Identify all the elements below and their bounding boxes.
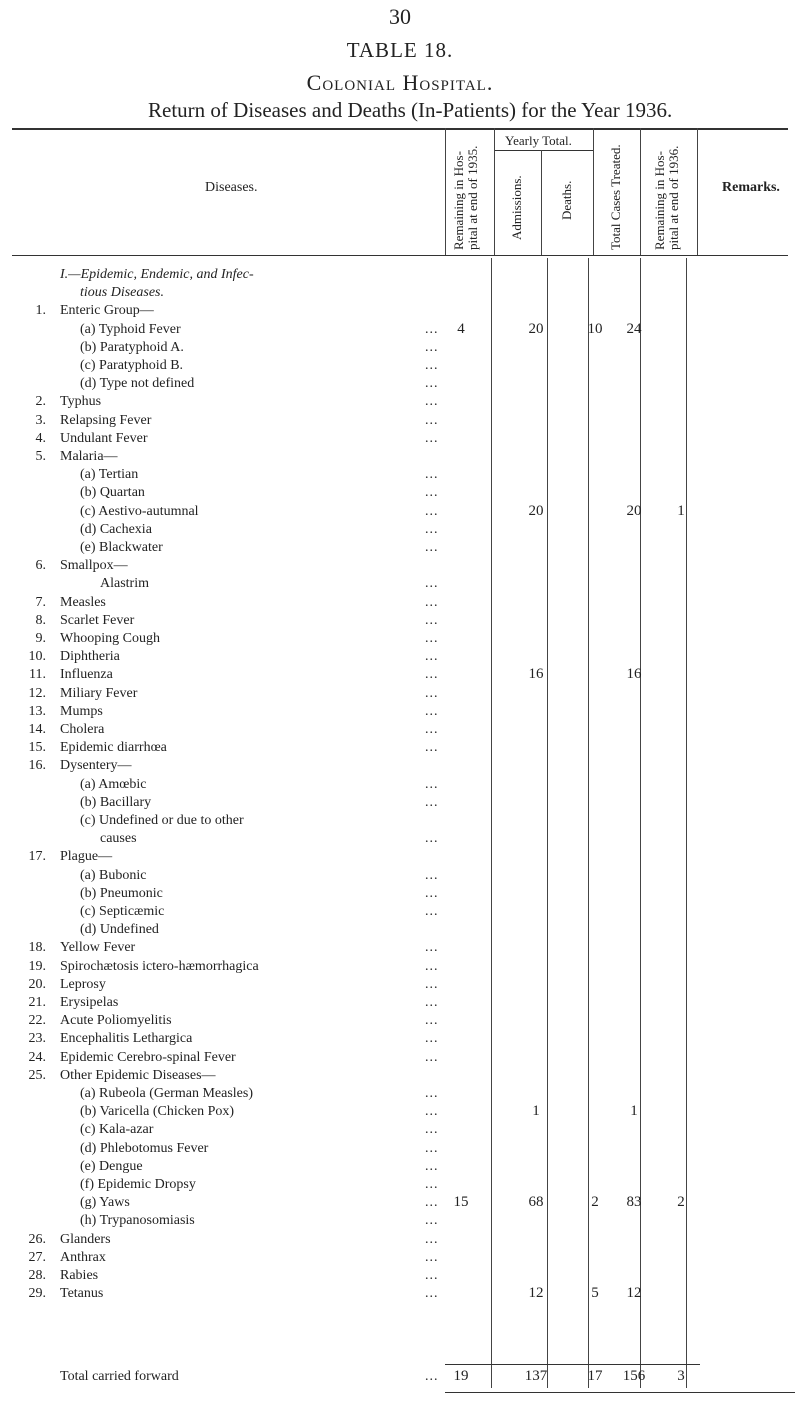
row-number: 10. bbox=[28, 649, 46, 665]
disease-label: (c) Kala-azar bbox=[80, 1122, 154, 1138]
leader-dots: ... bbox=[425, 430, 439, 446]
bottom-rule bbox=[445, 1392, 795, 1393]
leader-dots: ... bbox=[425, 703, 439, 719]
disease-label: Mumps bbox=[60, 703, 103, 719]
total-treated-cell: 1 bbox=[630, 1103, 638, 1120]
admissions-cell: 20 bbox=[528, 320, 544, 337]
leader-dots: ... bbox=[425, 1031, 439, 1047]
table-row bbox=[0, 612, 800, 629]
table-row bbox=[0, 1249, 800, 1266]
table-row bbox=[0, 594, 800, 611]
leader-dots: ... bbox=[425, 521, 439, 537]
leader-dots: ... bbox=[425, 1049, 439, 1065]
table-row bbox=[0, 466, 800, 483]
disease-label: (b) Pneumonic bbox=[80, 885, 163, 901]
leader-dots: ... bbox=[425, 1013, 439, 1029]
leader-dots: ... bbox=[425, 1140, 439, 1156]
disease-label: Cholera bbox=[60, 722, 105, 737]
table-row bbox=[0, 284, 800, 301]
total-treated-cell: 24 bbox=[626, 320, 642, 337]
admissions-cell: 12 bbox=[528, 1285, 544, 1302]
table-row bbox=[0, 867, 800, 884]
leader-dots: ... bbox=[425, 1177, 439, 1192]
row-number: 8. bbox=[35, 612, 46, 628]
row-number: 3. bbox=[35, 412, 46, 428]
row-number: 15. bbox=[28, 740, 46, 756]
total-treated-cell: 20 bbox=[626, 502, 642, 519]
hospital-name: Colonial Hospital. bbox=[306, 70, 494, 95]
remaining-end-cell: 1 bbox=[677, 502, 685, 519]
table-row bbox=[0, 1176, 800, 1193]
leader-dots: ... bbox=[425, 940, 439, 956]
disease-label: Malaria— bbox=[60, 449, 118, 464]
leader-dots: ... bbox=[425, 740, 439, 756]
table-row bbox=[0, 1158, 800, 1175]
disease-label: (a) Typhoid Fever bbox=[80, 321, 181, 337]
leader-dots: ... bbox=[425, 339, 439, 355]
row-number: 12. bbox=[28, 685, 46, 701]
total-treated-cell: 83 bbox=[626, 1194, 642, 1211]
leader-dots: ... bbox=[425, 467, 439, 483]
table-title: TABLE 18. bbox=[346, 38, 454, 62]
table-row bbox=[0, 994, 800, 1011]
admissions-cell: 20 bbox=[528, 502, 544, 519]
disease-label: Acute Poliomyelitis bbox=[60, 1013, 172, 1029]
table-row bbox=[0, 1030, 800, 1047]
disease-label: Other Epidemic Diseases— bbox=[60, 1067, 216, 1083]
row-number: 14. bbox=[28, 722, 46, 737]
row-number: 20. bbox=[28, 976, 46, 992]
deaths-cell: 2 bbox=[591, 1194, 599, 1211]
disease-label: Enteric Group— bbox=[60, 303, 154, 319]
table-row bbox=[0, 302, 800, 319]
row-number: 9. bbox=[35, 631, 46, 646]
disease-label: Tetanus bbox=[60, 1286, 104, 1302]
leader-dots: ... bbox=[425, 831, 439, 847]
row-number: 22. bbox=[28, 1013, 46, 1029]
table-row bbox=[0, 976, 800, 993]
disease-label: Influenza bbox=[60, 667, 113, 683]
table-row bbox=[0, 830, 800, 847]
disease-label: (g) Yaws bbox=[80, 1195, 130, 1211]
row-number: 24. bbox=[28, 1049, 46, 1065]
disease-label: Relapsing Fever bbox=[60, 412, 152, 428]
disease-label: Scarlet Fever bbox=[60, 612, 135, 628]
disease-label: causes bbox=[100, 831, 137, 847]
disease-label: (c) Aestivo-autumnal bbox=[80, 503, 199, 519]
disease-label: Rabies bbox=[60, 1268, 99, 1283]
leader-dots: ... bbox=[425, 776, 439, 792]
total-treated-header: Total Cases Treated. bbox=[608, 144, 623, 250]
row-number: 1. bbox=[35, 303, 46, 319]
table-row bbox=[0, 521, 800, 538]
row-number: 19. bbox=[28, 958, 46, 974]
disease-label: Diphtheria bbox=[60, 649, 120, 665]
table-row bbox=[0, 776, 800, 793]
table-row bbox=[0, 1285, 800, 1302]
total-treated-cell: 16 bbox=[626, 666, 642, 683]
total-label: Total carried forward bbox=[60, 1369, 179, 1384]
row-number: 29. bbox=[28, 1286, 46, 1302]
table-row bbox=[0, 666, 800, 683]
total-remaining-end: 3 bbox=[677, 1368, 685, 1384]
admissions-cell: 1 bbox=[532, 1103, 540, 1120]
disease-label: Encephalitis Lethargica bbox=[60, 1031, 193, 1047]
disease-label: Dysentery— bbox=[60, 758, 132, 774]
table-row bbox=[0, 412, 800, 429]
table-row bbox=[0, 848, 800, 865]
disease-label: Leprosy bbox=[60, 976, 106, 992]
table-row bbox=[0, 721, 800, 738]
leader-dots: ... bbox=[425, 685, 439, 701]
table-row bbox=[0, 1231, 800, 1248]
total-remaining-start: 19 bbox=[453, 1368, 469, 1384]
disease-label: Whooping Cough bbox=[60, 631, 160, 646]
table-row bbox=[0, 539, 800, 556]
leader-dots: ... bbox=[425, 1158, 439, 1174]
disease-label: (b) Bacillary bbox=[80, 794, 152, 810]
total-rule bbox=[445, 1364, 700, 1365]
leader-dots: ... bbox=[425, 976, 439, 992]
disease-label: (b) Quartan bbox=[80, 485, 145, 501]
header-divider bbox=[697, 128, 698, 255]
table-row bbox=[0, 757, 800, 774]
table-row bbox=[0, 885, 800, 902]
table-row bbox=[0, 575, 800, 592]
total-deaths: 17 bbox=[587, 1368, 603, 1384]
table-row bbox=[0, 484, 800, 501]
disease-label: (c) Paratyphoid B. bbox=[80, 358, 184, 373]
row-number: 28. bbox=[28, 1268, 46, 1283]
row-number: 4. bbox=[35, 430, 46, 446]
leader-dots: ... bbox=[425, 594, 439, 610]
table-row bbox=[0, 393, 800, 410]
total-cases-treated: 156 bbox=[622, 1368, 646, 1384]
leader-dots: ... bbox=[425, 958, 439, 974]
leader-dots: ... bbox=[425, 885, 439, 901]
leader-dots: ... bbox=[425, 1268, 439, 1283]
row-number: 26. bbox=[28, 1231, 46, 1247]
disease-label: Epidemic diarrhœa bbox=[60, 740, 167, 756]
leader-dots: ... bbox=[425, 358, 439, 373]
remaining-start-header: Remaining in Hos- pital at end of 1935. bbox=[451, 145, 480, 250]
disease-label: (e) Dengue bbox=[80, 1158, 143, 1174]
disease-label: (d) Phlebotomus Fever bbox=[80, 1140, 209, 1156]
row-number: 21. bbox=[28, 995, 46, 1010]
header-divider bbox=[541, 150, 542, 255]
table-row bbox=[0, 903, 800, 920]
remaining-end-header: Remaining in Hos- pital at end of 1936. bbox=[652, 145, 681, 250]
table-row bbox=[0, 1012, 800, 1029]
disease-label: Alastrim bbox=[100, 576, 149, 592]
remaining-start-cell: 15 bbox=[453, 1194, 469, 1211]
table-row bbox=[0, 921, 800, 938]
table-row bbox=[0, 1267, 800, 1284]
table-row bbox=[0, 1194, 800, 1211]
leader-dots: ... bbox=[425, 1195, 439, 1211]
disease-label: (b) Paratyphoid A. bbox=[80, 339, 184, 355]
header-divider bbox=[445, 128, 446, 255]
disease-label: tious Diseases. bbox=[80, 285, 164, 301]
leader-dots: ... bbox=[425, 794, 439, 810]
table-row bbox=[0, 357, 800, 374]
row-number: 7. bbox=[35, 594, 46, 610]
leader-dots: ... bbox=[425, 1231, 439, 1247]
admissions-cell: 68 bbox=[528, 1194, 544, 1211]
table-row bbox=[0, 321, 800, 338]
leader-dots: ... bbox=[425, 1122, 439, 1138]
table-row bbox=[0, 630, 800, 647]
deaths-cell: 10 bbox=[587, 320, 603, 337]
page-number: 30 bbox=[389, 4, 411, 29]
disease-label: (d) Cachexia bbox=[80, 521, 152, 537]
leader-dots: ... bbox=[425, 722, 439, 737]
disease-label: (b) Varicella (Chicken Pox) bbox=[80, 1104, 235, 1120]
leader-dots: ... bbox=[425, 1249, 439, 1265]
table-row bbox=[0, 812, 800, 829]
remaining-start-cell: 4 bbox=[457, 320, 465, 337]
yearly-total-header: Yearly Total. bbox=[505, 133, 572, 148]
header-top-rule bbox=[12, 128, 788, 130]
table-row bbox=[0, 339, 800, 356]
row-number: 18. bbox=[28, 940, 46, 956]
leader-dots: ... bbox=[425, 1286, 439, 1302]
table-row bbox=[0, 503, 800, 520]
leader-dots: ... bbox=[425, 503, 439, 519]
disease-label: (a) Rubeola (German Measles) bbox=[80, 1086, 253, 1101]
leader-dots: ... bbox=[425, 867, 439, 883]
disease-label: Glanders bbox=[60, 1231, 111, 1247]
total-admissions: 137 bbox=[524, 1368, 548, 1384]
table-row bbox=[0, 375, 800, 392]
leader-dots: ... bbox=[425, 321, 439, 337]
admissions-header: Admissions. bbox=[509, 175, 524, 240]
disease-label: (a) Amœbic bbox=[80, 776, 147, 792]
disease-label: Spirochætosis ictero-hæmorrhagica bbox=[60, 958, 259, 974]
disease-label: Smallpox— bbox=[60, 558, 128, 574]
yearly-total-rule bbox=[495, 150, 593, 151]
remarks-header: Remarks. bbox=[722, 180, 780, 195]
leader-dots: ... bbox=[425, 649, 439, 665]
disease-label: Plague— bbox=[60, 849, 113, 865]
row-number: 11. bbox=[29, 667, 46, 683]
table-row bbox=[0, 794, 800, 811]
leader-dots: ... bbox=[425, 1369, 439, 1384]
row-number: 5. bbox=[35, 449, 46, 464]
row-number: 27. bbox=[28, 1249, 46, 1265]
table-row bbox=[0, 557, 800, 574]
disease-label: (c) Septicæmic bbox=[80, 904, 165, 919]
disease-label: Anthrax bbox=[60, 1249, 106, 1265]
total-treated-cell: 12 bbox=[626, 1285, 642, 1302]
row-number: 6. bbox=[35, 558, 46, 574]
disease-label: (a) Tertian bbox=[80, 467, 139, 483]
leader-dots: ... bbox=[425, 612, 439, 628]
leader-dots: ... bbox=[425, 1086, 439, 1101]
deaths-header: Deaths. bbox=[559, 180, 574, 220]
table-row bbox=[0, 1121, 800, 1138]
table-row bbox=[0, 1049, 800, 1066]
disease-label: Measles bbox=[60, 594, 106, 610]
row-number: 16. bbox=[28, 758, 46, 774]
leader-dots: ... bbox=[425, 667, 439, 683]
leader-dots: ... bbox=[425, 540, 439, 555]
table-row bbox=[0, 430, 800, 447]
row-number: 23. bbox=[28, 1031, 46, 1047]
header-bottom-rule bbox=[12, 255, 788, 256]
table-row bbox=[0, 685, 800, 702]
admissions-cell: 16 bbox=[528, 666, 544, 683]
disease-label: (d) Type not defined bbox=[80, 376, 195, 392]
disease-label: Miliary Fever bbox=[60, 685, 138, 701]
table-row bbox=[0, 1103, 800, 1120]
leader-dots: ... bbox=[425, 412, 439, 428]
table-row bbox=[0, 939, 800, 956]
disease-label: I.—Epidemic, Endemic, and Infec- bbox=[60, 267, 254, 282]
table-subtitle: Return of Diseases and Deaths (In-Patients) for the Year 1936. bbox=[148, 98, 673, 122]
leader-dots: ... bbox=[425, 576, 439, 592]
table-row bbox=[0, 266, 800, 283]
row-number: 13. bbox=[28, 703, 46, 719]
row-number: 17. bbox=[28, 849, 46, 865]
leader-dots: ... bbox=[425, 376, 439, 392]
table-row bbox=[0, 1140, 800, 1157]
leader-dots: ... bbox=[425, 904, 439, 919]
row-number: 25. bbox=[28, 1067, 46, 1083]
disease-label: Epidemic Cerebro-spinal Fever bbox=[60, 1049, 236, 1065]
remaining-end-cell: 2 bbox=[677, 1194, 685, 1211]
disease-label: Erysipelas bbox=[60, 995, 119, 1010]
disease-label: Typhus bbox=[60, 394, 102, 410]
header-divider bbox=[593, 128, 594, 255]
header-divider bbox=[640, 128, 641, 255]
header-divider bbox=[494, 128, 495, 255]
table-row bbox=[0, 648, 800, 665]
disease-label: Undulant Fever bbox=[60, 430, 148, 446]
disease-label: (f) Epidemic Dropsy bbox=[80, 1177, 196, 1192]
table-row bbox=[0, 1067, 800, 1084]
table-row bbox=[0, 1085, 800, 1102]
disease-label: Yellow Fever bbox=[60, 940, 136, 956]
disease-label: (a) Bubonic bbox=[80, 867, 147, 883]
disease-label: (e) Blackwater bbox=[80, 540, 163, 555]
table-row bbox=[0, 958, 800, 975]
table-row bbox=[0, 448, 800, 465]
leader-dots: ... bbox=[425, 995, 439, 1010]
disease-label: (c) Undefined or due to other bbox=[80, 813, 244, 828]
leader-dots: ... bbox=[425, 394, 439, 410]
row-number: 2. bbox=[35, 394, 46, 410]
disease-label: (h) Trypanosomiasis bbox=[80, 1213, 195, 1229]
disease-label: (d) Undefined bbox=[80, 922, 159, 938]
leader-dots: ... bbox=[425, 631, 439, 646]
table-row bbox=[0, 1212, 800, 1229]
deaths-cell: 5 bbox=[591, 1285, 599, 1302]
leader-dots: ... bbox=[425, 1213, 439, 1229]
leader-dots: ... bbox=[425, 485, 439, 501]
table-row bbox=[0, 703, 800, 720]
diseases-column-header: Diseases. bbox=[205, 180, 258, 195]
leader-dots: ... bbox=[425, 1104, 439, 1120]
table-row bbox=[0, 739, 800, 756]
total-row bbox=[0, 1368, 800, 1385]
